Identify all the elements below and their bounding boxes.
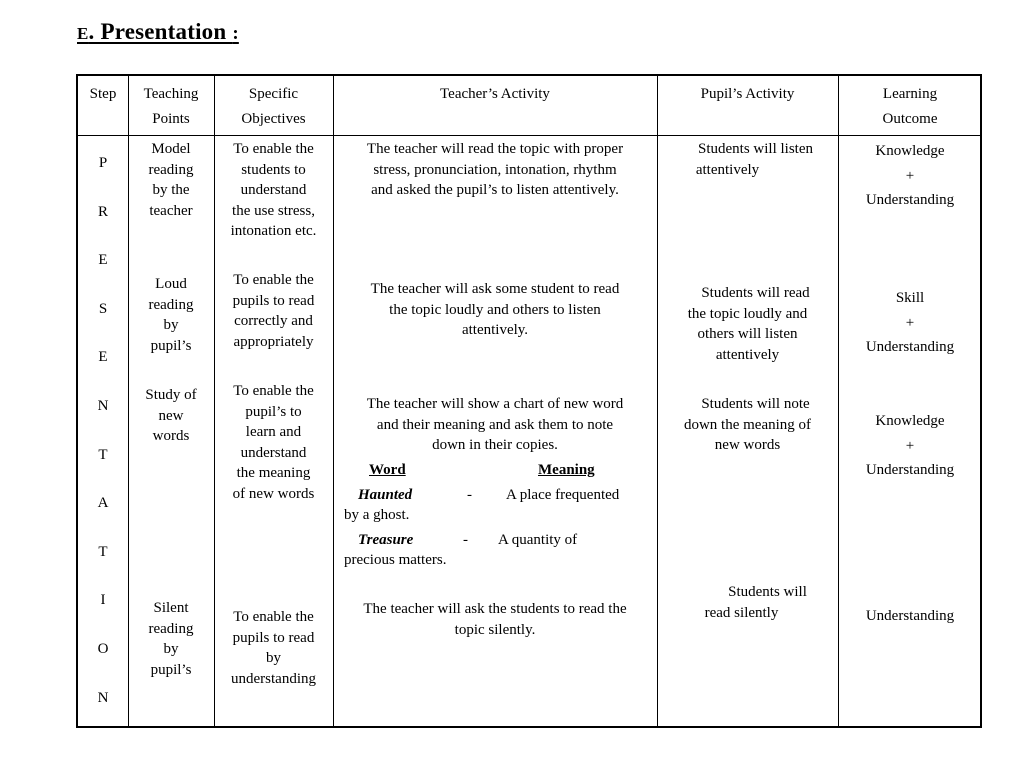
header-divider [78, 135, 980, 136]
teacher-activity: The teacher will ask some student to read the topic loudly and others to listen attentively. [370, 281, 620, 338]
specific-objective: To enable the pupils to read by understanding [231, 609, 316, 687]
pupil-activity: Students will read silently [704, 584, 807, 621]
vocab-meaning: A quantity of [498, 532, 578, 548]
learning-outcome: Knowledge + Understanding [865, 413, 955, 478]
vocab-dash: - [467, 487, 472, 503]
specific-objective: To enable the pupil’s to learn and understand the meaning of new words [232, 383, 315, 502]
header-teaching-points: Teaching Points [143, 86, 199, 127]
specific-objective: To enable the students to understand the use stress, intonation etc. [230, 141, 317, 239]
vocab-meaning-cont: precious matters. [344, 552, 447, 568]
specific-objective: To enable the pupils to read correctly and appropriately [232, 272, 315, 350]
vocab-word: Haunted [358, 487, 413, 503]
vocab-meaning: A place frequented [506, 487, 620, 503]
step-letters: P R E S E N T A T I O N [97, 155, 109, 706]
header-pupil-activity: Pupil’s Activity [700, 86, 795, 102]
teacher-activity: The teacher will read the topic with proper stress, pronunciation, intonation, rhythm and asked the pupil’s to listen attentively. [366, 141, 624, 198]
header-teacher-activity: Teacher’s Activity [440, 86, 550, 102]
vocab-dash: - [463, 532, 468, 548]
teaching-point: Study of new words [145, 387, 197, 444]
vocab-header-meaning: Meaning [538, 462, 595, 478]
pupil-activity: Students will note down the meaning of new words [683, 396, 812, 453]
teacher-activity: The teacher will show a chart of new word and their meaning and ask them to note down in their copies. [366, 396, 624, 453]
learning-outcome: Skill + Understanding [865, 290, 955, 355]
teacher-activity: The teacher will ask the students to read the topic silently. [363, 601, 627, 638]
teaching-point: Model reading by the teacher [148, 141, 194, 219]
vocab-word: Treasure [358, 532, 414, 548]
vocab-header-word: Word [369, 462, 406, 478]
presentation-table [76, 74, 982, 728]
pupil-activity: Students will listen attentively [695, 141, 813, 178]
learning-outcome: Understanding [865, 608, 955, 624]
pupil-activity: Students will read the topic loudly and others will listen attentively [687, 285, 810, 363]
header-step: Step [89, 86, 117, 102]
learning-outcome: Knowledge + Understanding [865, 143, 955, 208]
header-specific-objectives: Specific Objectives [241, 86, 306, 127]
page-title: E. Presentation : [77, 19, 239, 44]
header-learning-outcome: Learning Outcome [882, 86, 938, 127]
teaching-point: Loud reading by pupil’s [148, 276, 194, 354]
teaching-point: Silent reading by pupil’s [148, 600, 194, 678]
vocab-meaning-cont: by a ghost. [344, 507, 410, 523]
